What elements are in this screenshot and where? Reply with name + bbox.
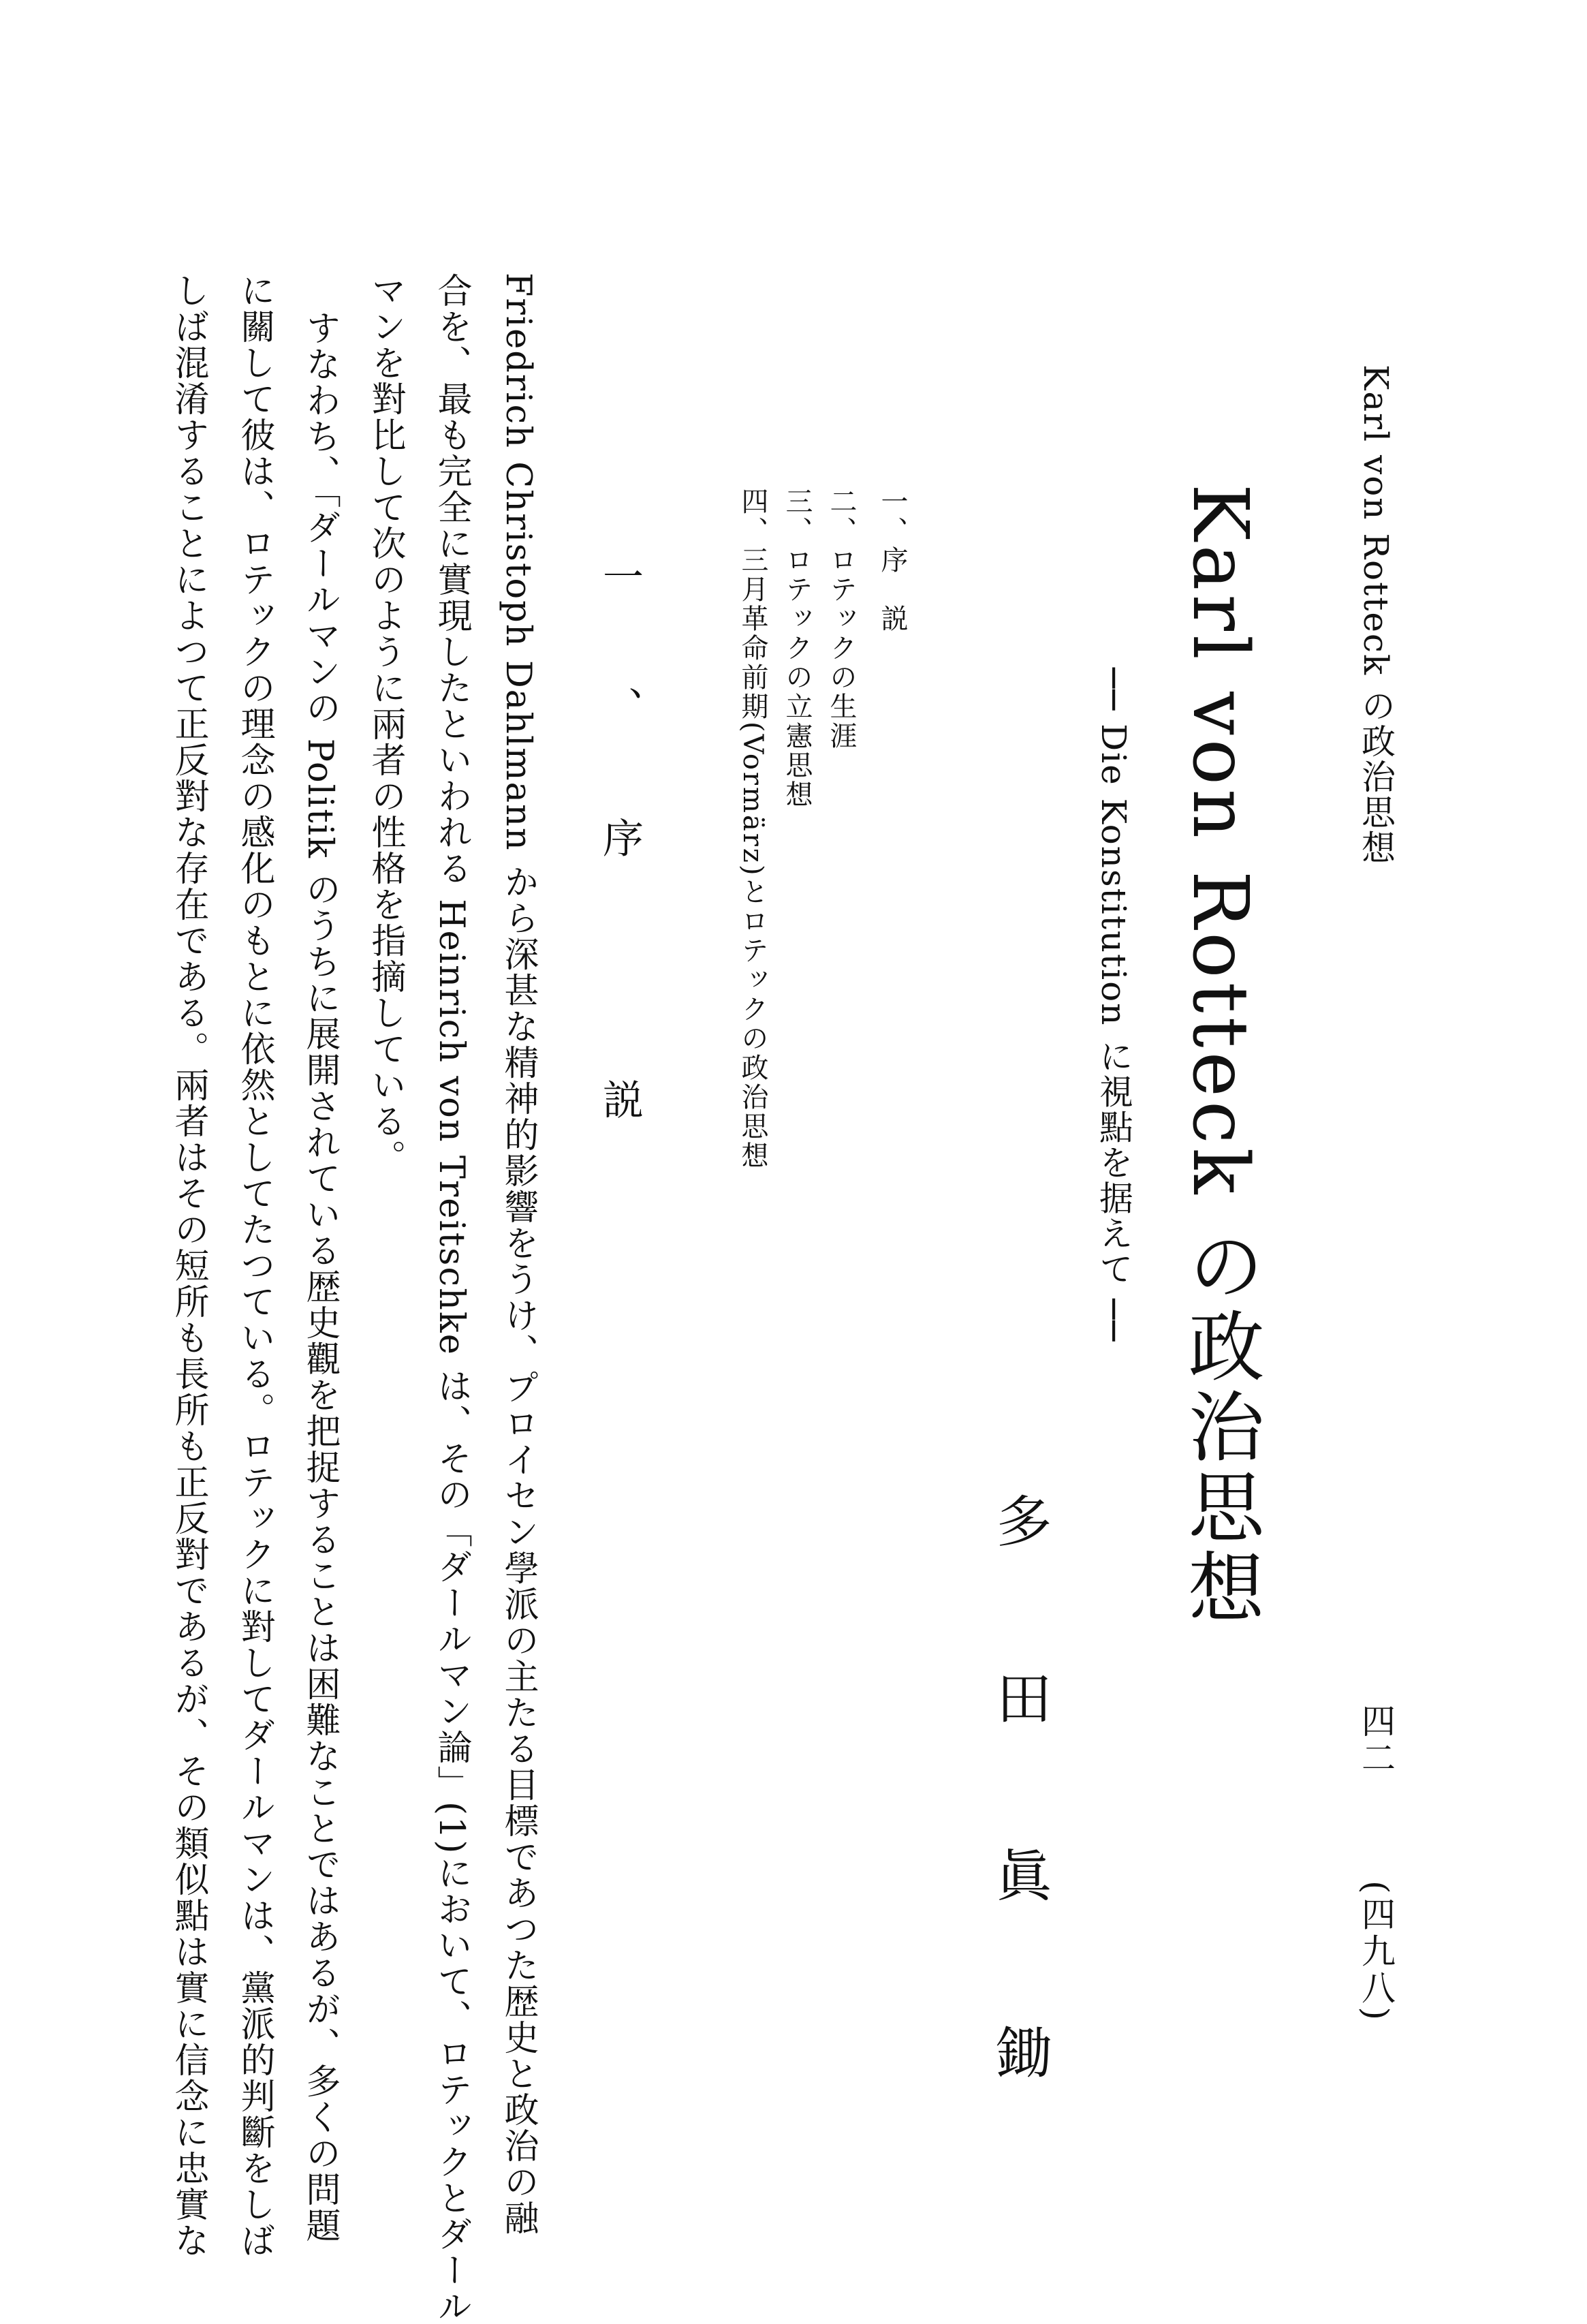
toc-item: 三、ロテックの立憲思想 [781,487,813,809]
article-title: Karl von Rotteck の政治思想 [1176,484,1264,1629]
author-name: 多田眞鋤 [987,1492,1052,2201]
body-line: マンを對比して次のように兩者の性格を指摘している。 [365,273,405,1175]
toc-item: 一、序 説 [877,487,908,634]
running-head: Karl von Rotteck の政治思想 [1356,365,1396,866]
toc-item: 二、ロテックの生涯 [826,487,857,751]
toc-item: 四、三月革命前期(Vormärz)とロテックの政治思想 [737,487,768,1171]
page-number: 四二 [1356,1703,1396,1777]
body-line: Friedrich Christoph Dahlmann から深甚な精神的影響をうけ、プロイセン學派の主たる目標であつた歴史と政治の融 [498,273,538,2236]
body-line: に關して彼は、ロテックの理念の感化のもとに依然としてたつている。ロテックに對してダールマンは、黨派的判斷をしば [234,273,274,2259]
body-line: すなわち、「ダールマンの Politik のうちに展開されている歴史觀を把捉することは困難なことではあるが、多くの問題 [300,310,340,2244]
page-number-parenthetical: (四九八) [1356,1880,1396,2024]
body-line: しば混淆することによつて正反對な存在である。兩者はその短所も長所も正反對であるが、その類似點は實に信念に忠實な [168,273,208,2259]
section-heading: 一、序 説 [596,555,644,1209]
article-subtitle: ── Die Konstitution に視點を据えて ── [1094,668,1133,1343]
body-line: 合を、最も完全に實現したといわれる Heinrich von Treitschke は、その「ダールマン論」(1)において、ロテックとダール [431,273,471,2324]
